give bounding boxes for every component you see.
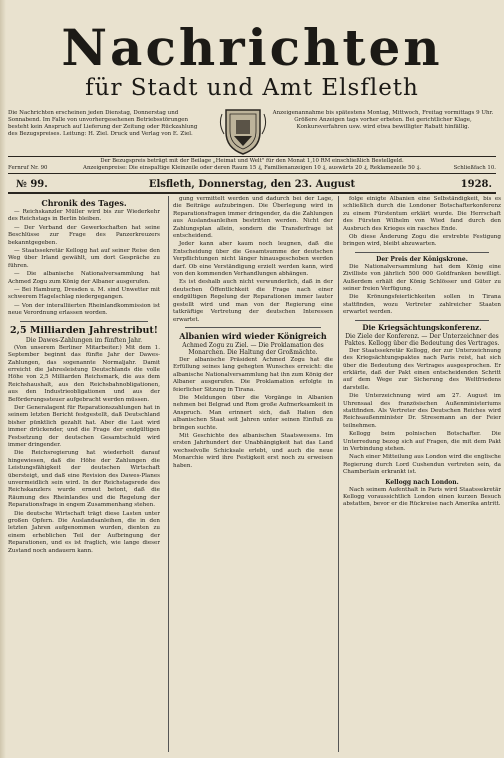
chronicle-item: — Bei Hamburg, Dresden u. M. sind Unwetter mit schwerem Hagelschlag niedergegangen. [8,287,160,301]
chronicle-heading: Chronik des Tages. [41,198,127,208]
divider [355,320,489,321]
divider [185,327,321,328]
kellogg-heading: Kellogg nach London. [385,478,459,486]
ad-prices: Anzeigenpreise: Die einspaltige Kleinzeile oder deren Raum 15 ₰, Familienanzeigen 10 ₰, auswärts 20 ₰, Reklamezeile 50 ₰. [83,165,421,171]
column-1 [8,196,160,752]
article-paragraph: (Von unserem Berliner Mitarbeiter.) Mit dem 1. September beginnt das fünfte Jahr der Dawes-Zahlungen, das sogenannte Normaljahr. Damit erreicht die Jahresleistung Deutschlands die volle Höhe von 2,5 Milliarden Reichsmark, die aus dem Reichshaushalt, aus den Reichsbahnobligationen, aus den Industrieobligationen und aus der Beförderungssteuer aufgebracht werden müssen. [8,344,160,403]
chronicle-item: — Der Verband der Gewerkschaften hat seine Beschlüsse zur Frage des Panzerkreuzers bekanntgegeben. [8,224,160,246]
po-box: Schließfach 10. [453,165,496,171]
article-paragraph: Der Staatssekretär Kellogg, der zur Unterzeichnung des Kriegsächtungspaktes nach Paris reist, hat sich über die Bedeutung des Vertrages ausgesprochen. Er erklärte, daß der Pakt einen entscheidenden Schritt auf dem Wege zur Sicherung des Weltfriedens darstelle. [343,347,501,391]
article-paragraph: Der albanische Präsident Achmed Zogu hat die Erfüllung seines lang gehegten Wunsches erreicht: die albanische Nationalversammlung hat ihn zum König der Albaner ausgerufen. Die Proklamation erfolgte in feierlicher Sitzung in Tirana. [173,356,333,393]
tribute-subheading: Die Dawes-Zahlungen im fünften Jahr. [25,336,143,344]
page-fold-shadow [0,0,6,758]
column-2 [168,196,333,752]
chronicle-item: — Staatssekretär Kellogg hat auf seiner Reise den Weg über Irland gewählt, um dort Gespräche zu führen. [8,248,160,269]
coat-of-arms-icon [216,104,270,158]
dateline [8,178,496,194]
subscription-price: Der Bezugspreis beträgt mit der Beilage „Heimat und Welt" für den Monat 1,10 RM einschließlich Bestellgeld. [100,158,404,164]
article-paragraph: Jeder kann aber kaum noch leugnen, daß die Entscheidung über die Gesamtsumme der deutschen Verpflichtungen nicht länger hinausgeschoben werden darf. Ob eine Verständigung erzielt werden kann, wird von den kommenden Verhandlungen abhängen. [173,241,333,278]
divider [355,252,489,253]
advertising-notice: Anzeigenannahme bis spätestens Montag, Mittwoch, Freitag vormittags 9 Uhr. Größere Anzeigen tags vorher erbeten. Bei gerichtlicher Klage, Konkursverfahren usw. wird etwa bewilligter Rabatt hinfällig. [272,110,494,130]
column-3 [338,196,501,752]
article-paragraph: Der Generalagent für Reparationszahlungen hat in seinem letzten Bericht festgestellt, daß Deutschland bisher pünktlich gezahlt hat. Aber die Last wird immer drückender, und die Frage der endgültigen Festsetzung der deutschen Gesamtschuld wird immer dringender. [8,404,160,448]
crown-heading: Der Preis der Königskrone. [376,255,468,263]
article-paragraph: Mit Geschichte des albanischen Staatswesens. Im ersten Jahrhundert der Unabhängigkeit hat das Land wechselvolle Schicksale erlebt, und auch die neue Monarchie wird ihre Festigkeit erst noch zu erweisen haben. [173,432,333,469]
article-paragraph: Ob diese Änderung Zogu die erstrebte Festigung bringen wird, bleibt abzuwarten. [343,234,501,248]
conference-subheading: Die Ziele der Konferenz. — Der Unterzeichner des Paktes. Kellogg über die Bedeutung des Vertrages. [344,332,500,347]
masthead [8,20,496,102]
issue-year: 1928. [460,179,492,190]
newspaper-subtitle: für Stadt und Amt Elsfleth [85,75,419,101]
article-paragraph: Die Unterzeichnung wird am 27. August im Uhrensaal des französischen Außenministeriums stattfinden. Als Vertreter des Deutschen Reiches wird Reichsaußenminister Dr. Stresemann an der Feier teilnehmen. [343,393,501,429]
divider [20,321,148,322]
article-columns [8,196,501,752]
article-paragraph: Die Nationalversammlung hat dem König eine Zivilliste von jährlich 500 000 Goldfranken bewilligt. Außerdem erhält der König Schlösser und Güter zu seiner freien Verfügung. [343,263,501,293]
conference-heading: Die Kriegsächtungskonferenz. [362,322,482,332]
newspaper-title: Nachrichten [61,18,443,77]
article-paragraph: gung vermittelt werden und dadurch bei der Lage, die Beiträge aufzubringen. Die Überlegung wird in Reparationsfragen immer dringender, da die Zahlungen aus Auslandsanleihen bestritten werden. Nicht der Zahlungsplan allein, sondern die Transferfrage ist entscheidend. [173,196,333,240]
publisher-info-row [8,110,496,154]
issue-date: Elsfleth, Donnerstag, den 23. August [148,179,356,190]
publication-notice: Die Nachrichten erscheinen jeden Dienstag, Donnerstag und Sonnabend. Im Falle von unvorhergesehenen Betriebsstörungen besteht kein Anspruch auf Lieferung der Zeitung oder Rückzahlung des Bezugspreises. Leitung: H. Ziel. Druck und Verlag von E. Ziel. [8,110,198,137]
newspaper-page [8,6,501,754]
article-paragraph: Kellogg beim polnischen Botschafter. Die Unterredung bezog sich auf Fragen, die mit dem Pakt in Verbindung stehen. [343,431,501,452]
issue-number: № 99. [16,179,48,190]
article-paragraph: Nach einer Mitteilung aus London wird die englische Regierung durch Lord Cushendun vertreten sein, da Chamberlain erkrankt ist. [343,454,501,476]
subscription-bar [8,156,496,174]
albania-heading: Albanien wird wieder Königreich [179,330,327,341]
article-paragraph: Die Krönungsfeierlichkeiten sollen in Tirana stattfinden, wozu Vertreter zahlreicher Staaten erwartet werden. [343,294,501,316]
albania-subheading: Achmed Zogu zu Ziel. — Die Proklamation des Monarchen. Die Haltung der Großmächte. [182,341,324,356]
article-paragraph: Die deutsche Wirtschaft trägt diese Lasten unter großen Opfern. Die Auslandsanleihen, die in den letzten Jahren aufgenommen wurden, dienten zu einem erheblichen Teil der Aufbringung der Reparationen, und es ist fraglich, wie lange dieser Zustand noch andauern kann. [8,510,160,554]
tribute-heading: 2,5 Milliarden Jahrestribut! [10,324,158,336]
article-paragraph: Nach seinem Aufenthalt in Paris wird Staatssekretär Kellogg voraussichtlich London einen kurzen Besuch abstatten, bevor er die Rückreise nach Amerika antritt. [343,486,501,508]
chronicle-item: — Von der interalliierten Rheinlandkommission ist neue Verordnung erlassen worden. [8,302,160,317]
article-paragraph: Es ist deshalb auch nicht verwunderlich, daß in der deutschen Öffentlichkeit die Frage nach einer endgültigen Regelung der Reparationen immer lauter gestellt wird und man von der Regierung eine tatkräftige Vertretung der deutschen Interessen erwartet. [173,279,333,323]
chronicle-item: — Die albanische Nationalversammlung hat Achmed Zogu zum König der Albaner ausgerufen. [8,271,160,285]
chronicle-item: — Reichskanzler Müller wird bis zur Wiederkehr des Reichstags in Berlin bleiben. [8,209,160,223]
article-paragraph: Die Meldungen über die Vorgänge in Albanien nehmen bei Belgrad und Rom große Aufmerksamkeit in Anspruch. Man erinnert sich, daß Italien den albanischen Staat seit Jahren unter seinen Einfluß zu bringen suchte. [173,394,333,431]
article-paragraph: folge einigte Albanien eine Selbständigkeit, bis es schließlich durch die Londoner Botschafterkonferenz zu einem Fürstentum erklärt wurde. Die Herrschaft des Fürsten Wilhelm von Wied fand durch den Ausbruch des Krieges ein rasches Ende. [343,196,501,232]
phone-number: Fernruf Nr. 90 [8,165,48,171]
article-paragraph: Die Reichsregierung hat wiederholt darauf hingewiesen, daß die Höhe der Zahlungen die Leistungsfähigkeit der deutschen Wirtschaft übersteigt, und daß eine Revision des Dawes-Planes unvermeidlich sein wird. In der Reichstagsrede des Reichskanzlers wurde erneut betont, daß die Räumung des Rheinlandes und die Regelung der Reparationsfrage in engem Zusammenhang stehen. [8,450,160,509]
